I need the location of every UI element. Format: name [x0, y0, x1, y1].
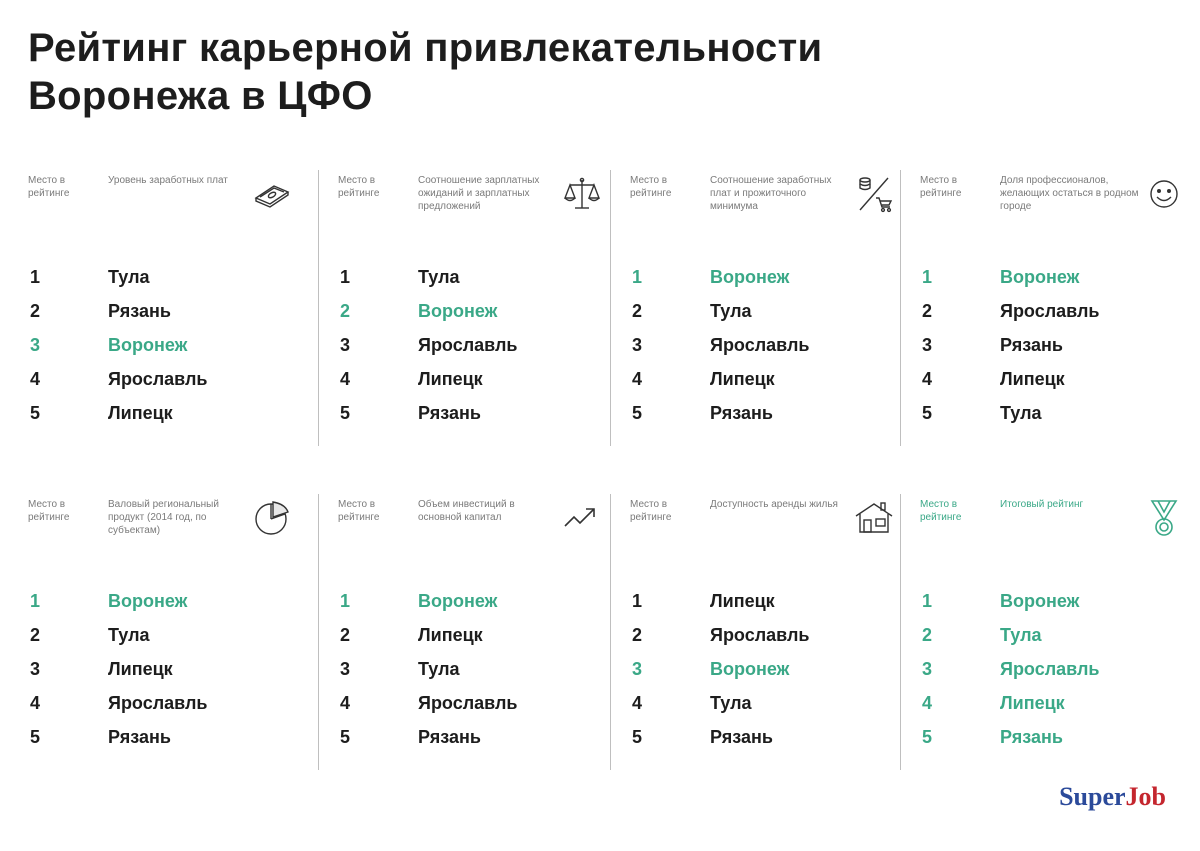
- list-item: [28, 294, 318, 328]
- city-name: Липецк: [108, 403, 173, 423]
- city-name: Ярославль: [108, 369, 208, 389]
- medal-icon: [1144, 498, 1184, 538]
- rating-panel: [338, 498, 628, 748]
- column-divider: [318, 170, 319, 446]
- logo-part-job: Job: [1125, 782, 1166, 811]
- rank-number: 5: [340, 403, 351, 423]
- place-label: Место в рейтинге: [920, 499, 962, 523]
- superjob-logo: [1059, 782, 1166, 812]
- scales-icon: [562, 174, 602, 214]
- list-item: [338, 584, 628, 618]
- city-name: Липецк: [108, 659, 173, 679]
- city-name: Воронеж: [418, 591, 498, 611]
- rank-number: 2: [340, 625, 351, 645]
- smiley-icon: [1144, 174, 1184, 214]
- list-item: [630, 328, 920, 362]
- city-name: Рязань: [1000, 335, 1063, 355]
- rank-number: 3: [922, 659, 933, 679]
- city-name: Рязань: [710, 403, 773, 423]
- criterion-label: Валовый региональный продукт (2014 год, по субъектам): [108, 499, 219, 536]
- city-name: Воронеж: [710, 659, 790, 679]
- list-item: [28, 584, 318, 618]
- list-item: [28, 618, 318, 652]
- city-name: Липецк: [1000, 693, 1065, 713]
- city-name: Воронеж: [1000, 591, 1080, 611]
- ranking-list: [920, 584, 1200, 754]
- place-label: Место в рейтинге: [630, 499, 672, 523]
- column-divider: [900, 170, 901, 446]
- list-item: [28, 362, 318, 396]
- rank-number: 4: [340, 369, 351, 389]
- rank-number: 4: [632, 693, 643, 713]
- city-name: Липецк: [710, 591, 775, 611]
- city-name: Тула: [418, 659, 460, 679]
- city-name: Ярославль: [710, 625, 810, 645]
- rank-number: 2: [340, 301, 351, 321]
- criterion-label: Соотношение заработных плат и прожиточного минимума: [710, 175, 832, 212]
- coins-cart-icon: [854, 174, 894, 214]
- list-item: [338, 686, 628, 720]
- rank-number: 4: [30, 369, 41, 389]
- city-name: Липецк: [1000, 369, 1065, 389]
- list-item: [338, 720, 628, 754]
- column-divider: [900, 494, 901, 770]
- list-item: [338, 618, 628, 652]
- list-item: [338, 294, 628, 328]
- rating-panel: [920, 498, 1200, 748]
- city-name: Ярославль: [418, 693, 518, 713]
- column-divider: [610, 494, 611, 770]
- rating-panel: [28, 498, 318, 748]
- rank-number: 5: [30, 403, 41, 423]
- list-item: [920, 618, 1200, 652]
- city-name: Липецк: [710, 369, 775, 389]
- rank-number: 1: [340, 267, 351, 287]
- rank-number: 4: [632, 369, 643, 389]
- place-label: Место в рейтинге: [920, 175, 962, 199]
- city-name: Воронеж: [108, 591, 188, 611]
- rank-number: 3: [632, 335, 643, 355]
- city-name: Рязань: [418, 727, 481, 747]
- rank-number: 3: [30, 335, 41, 355]
- rank-number: 4: [340, 693, 351, 713]
- criterion-label: Уровень заработных плат: [108, 175, 228, 186]
- city-name: Рязань: [1000, 727, 1063, 747]
- city-name: Рязань: [108, 301, 171, 321]
- list-item: [28, 328, 318, 362]
- city-name: Воронеж: [710, 267, 790, 287]
- list-item: [630, 396, 920, 430]
- rating-panel: [630, 498, 920, 748]
- rank-number: 3: [340, 335, 351, 355]
- rating-panel: [920, 174, 1200, 424]
- list-item: [28, 652, 318, 686]
- list-item: [28, 396, 318, 430]
- rank-number: 1: [922, 267, 933, 287]
- rank-number: 4: [922, 693, 933, 713]
- city-name: Тула: [710, 301, 752, 321]
- place-label: Место в рейтинге: [28, 175, 70, 199]
- city-name: Тула: [710, 693, 752, 713]
- column-divider: [318, 494, 319, 770]
- city-name: Тула: [1000, 403, 1042, 423]
- city-name: Тула: [418, 267, 460, 287]
- criterion-label: Доступность аренды жилья: [710, 499, 838, 510]
- list-item: [28, 720, 318, 754]
- house-icon: [854, 498, 894, 538]
- title-line-1: Рейтинг карьерной привлекательности: [28, 26, 823, 70]
- rank-number: 2: [922, 301, 933, 321]
- list-item: [338, 260, 628, 294]
- list-item: [920, 720, 1200, 754]
- criterion-label: Доля профессионалов, желающих остаться в родном городе: [1000, 175, 1139, 212]
- rank-number: 4: [922, 369, 933, 389]
- place-label: Место в рейтинге: [338, 175, 380, 199]
- list-item: [338, 328, 628, 362]
- place-label: Место в рейтинге: [338, 499, 380, 523]
- criterion-label: Итоговый рейтинг: [1000, 499, 1084, 510]
- list-item: [920, 260, 1200, 294]
- ranking-list: [28, 584, 318, 754]
- city-name: Липецк: [418, 369, 483, 389]
- ranking-list: [338, 584, 628, 754]
- logo-part-super: Super: [1059, 782, 1126, 811]
- rank-number: 1: [30, 591, 41, 611]
- criterion-label: Объем инвестиций в основной капитал: [418, 499, 515, 523]
- list-item: [630, 294, 920, 328]
- list-item: [338, 396, 628, 430]
- city-name: Воронеж: [1000, 267, 1080, 287]
- ranking-list: [630, 584, 920, 754]
- list-item: [920, 584, 1200, 618]
- rank-number: 5: [632, 403, 643, 423]
- ranking-list: [630, 260, 920, 430]
- list-item: [338, 362, 628, 396]
- title-line-2: Воронежа в ЦФО: [28, 74, 373, 118]
- list-item: [630, 686, 920, 720]
- city-name: Тула: [1000, 625, 1042, 645]
- rank-number: 2: [632, 301, 643, 321]
- city-name: Ярославль: [108, 693, 208, 713]
- city-name: Воронеж: [418, 301, 498, 321]
- city-name: Ярославль: [1000, 301, 1100, 321]
- list-item: [920, 294, 1200, 328]
- list-item: [920, 328, 1200, 362]
- list-item: [630, 260, 920, 294]
- rank-number: 2: [30, 625, 41, 645]
- list-item: [28, 686, 318, 720]
- city-name: Ярославль: [710, 335, 810, 355]
- rank-number: 3: [340, 659, 351, 679]
- list-item: [920, 396, 1200, 430]
- rating-panel: [630, 174, 920, 424]
- list-item: [338, 652, 628, 686]
- place-label: Место в рейтинге: [630, 175, 672, 199]
- city-name: Тула: [108, 625, 150, 645]
- list-item: [920, 362, 1200, 396]
- list-item: [630, 362, 920, 396]
- list-item: [630, 720, 920, 754]
- place-label: Место в рейтинге: [28, 499, 70, 523]
- list-item: [630, 584, 920, 618]
- column-divider: [610, 170, 611, 446]
- rank-number: 3: [30, 659, 41, 679]
- rank-number: 1: [632, 267, 643, 287]
- rank-number: 3: [632, 659, 643, 679]
- rank-number: 5: [30, 727, 41, 747]
- city-name: Рязань: [418, 403, 481, 423]
- rating-panel: [28, 174, 318, 424]
- city-name: Воронеж: [108, 335, 188, 355]
- rank-number: 4: [30, 693, 41, 713]
- list-item: [920, 652, 1200, 686]
- rank-number: 2: [30, 301, 41, 321]
- rank-number: 1: [30, 267, 41, 287]
- city-name: Рязань: [108, 727, 171, 747]
- criterion-label: Соотношение зарплатных ожиданий и зарплатных предложений: [418, 175, 540, 212]
- list-item: [28, 260, 318, 294]
- city-name: Рязань: [710, 727, 773, 747]
- city-name: Ярославль: [1000, 659, 1100, 679]
- rank-number: 1: [632, 591, 643, 611]
- list-item: [630, 652, 920, 686]
- city-name: Липецк: [418, 625, 483, 645]
- rank-number: 1: [340, 591, 351, 611]
- list-item: [920, 686, 1200, 720]
- rank-number: 5: [922, 727, 933, 747]
- city-name: Ярославль: [418, 335, 518, 355]
- rank-number: 5: [340, 727, 351, 747]
- list-item: [630, 618, 920, 652]
- money-stack-icon: [252, 174, 292, 214]
- trend-up-icon: [562, 498, 602, 538]
- pie-chart-icon: [252, 498, 292, 538]
- ranking-list: [920, 260, 1200, 430]
- rank-number: 2: [922, 625, 933, 645]
- rank-number: 5: [632, 727, 643, 747]
- ranking-list: [338, 260, 628, 430]
- rank-number: 3: [922, 335, 933, 355]
- rank-number: 5: [922, 403, 933, 423]
- rank-number: 2: [632, 625, 643, 645]
- ranking-list: [28, 260, 318, 430]
- city-name: Тула: [108, 267, 150, 287]
- rank-number: 1: [922, 591, 933, 611]
- rating-panel: [338, 174, 628, 424]
